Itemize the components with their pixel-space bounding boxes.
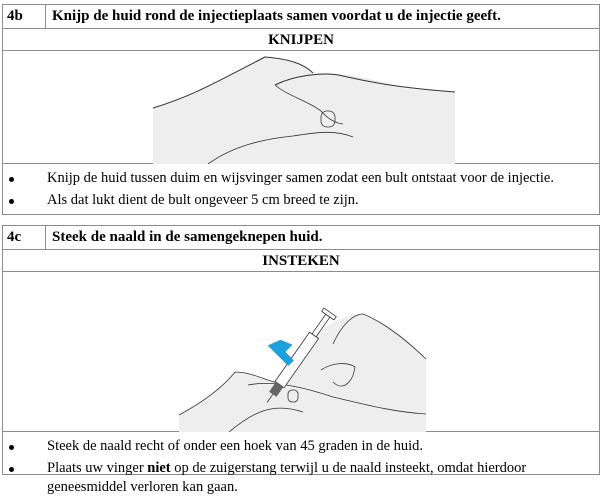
text-segment: op de zuigerstang terwijl u de naald insteekt, omdat hierdoor geneesmiddel verloren kan gaan.	[47, 460, 527, 495]
step-subtitle: KNIJPEN	[3, 29, 599, 51]
step-4b-table	[2, 4, 600, 215]
text-segment: Plaats uw vinger	[47, 460, 148, 476]
list-item: Als dat lukt dient de bult ongeveer 5 cm breed te zijn.	[3, 191, 599, 210]
step-4c-table	[2, 225, 600, 495]
list-item: Knijp de huid tussen duim en wijsvinger samen zodat een bult ontstaat voor de injectie.	[3, 169, 599, 188]
pinch-hand-image	[3, 51, 599, 164]
step-4b-instructions	[3, 164, 599, 214]
step-4c-header	[3, 226, 599, 250]
insert-illustration	[3, 272, 599, 432]
insert-needle-image	[3, 272, 599, 432]
emphasis-text: niet	[147, 460, 171, 476]
pinch-illustration	[3, 51, 599, 164]
list-item	[3, 459, 599, 497]
step-number: 4b	[3, 5, 46, 28]
step-4b-header	[3, 5, 599, 29]
list-item: Steek de naald recht of onder een hoek van 45 graden in de huid.	[3, 437, 599, 456]
step-4c-instructions	[3, 432, 599, 501]
step-number: 4c	[3, 226, 46, 249]
step-title: Knijp de huid rond de injectieplaats samen voordat u de injectie geeft.	[52, 8, 501, 24]
step-subtitle: INSTEKEN	[3, 250, 599, 272]
step-title: Steek de naald in de samengeknepen huid.	[52, 229, 323, 245]
